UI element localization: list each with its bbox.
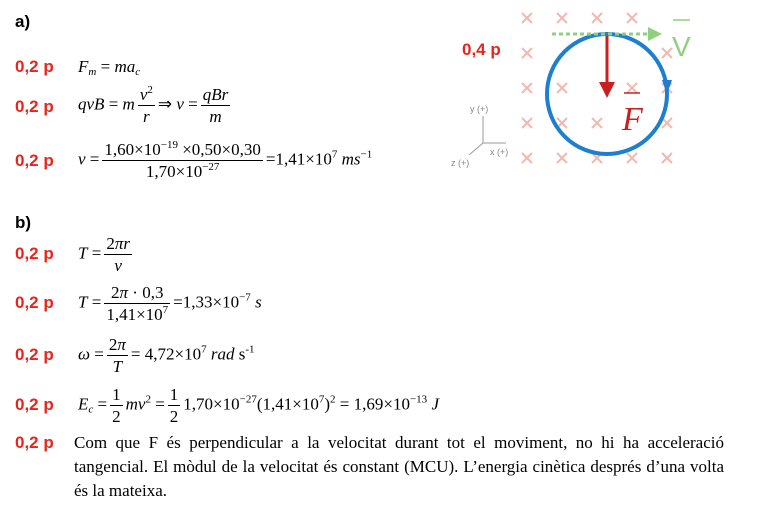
velocity-arrowhead-icon [648,27,662,41]
axis-x-label: x (+) [490,147,509,157]
equation-b1: T = $\frac{2\pi r}{v}$ [78,234,130,275]
axis-y-label: y (+) [470,104,489,114]
points-b5: 0,2 p [15,433,54,452]
conclusion-text: Com que F és perpendicular a la velocitat durant tot el moviment, no hi ha acceleració tangencial. El mòdul de la velocitat és constant (MCU). L’energia cinètica després d’una volta és la mateixa. [74,433,724,500]
equation-b4: $E_c$ = $\frac{1}{2}$ $mv^2$ = $\frac{1}{2}$ $1,70\times 10^{-27}(1,41\times 10^7)^2 = 1,69\times 10^{-13}$ J [78,385,439,426]
force-arrowhead-icon [599,82,615,98]
points-a1: 0,2 p [15,57,54,76]
part-b-label: b) [15,213,32,232]
points-b2: 0,2 p [15,293,54,312]
figure-points: 0,4 p [462,40,501,59]
magnetic-field-figure [440,0,720,205]
points-a3: 0,2 p [15,151,54,170]
points-a2: 0,2 p [15,97,54,116]
axis-z-label: z (+) [451,158,470,168]
force-label: F [622,101,643,138]
equation-b2: T = $\frac{2\pi \cdot 0,3}{1,41\times 10^7}$ $=1,33\times 10^{-7}$ s [78,283,262,324]
part-a-label: a) [15,12,31,31]
equation-a1: $F_m = ma_c$ [78,57,141,78]
points-b1: 0,2 p [15,244,54,263]
equation-a2: qvB = m $\frac{v^2}{r}$ ⇒ v = qBr m [78,84,229,126]
equation-b3: ω = $\frac{2\pi}{T}$ = $4,72\times 10^7$ rad $s^{-1}$ [78,335,255,376]
equation-a3: v = $\frac{1,60\times 10^{-19} \times 0,50\times 0,30}{1,70\times 10^{-27}}$ $=1,41\times 10^7$ $ms^{-1}$ [78,139,373,181]
velocity-label: V [672,31,691,62]
points-b4: 0,2 p [15,395,54,414]
points-b3: 0,2 p [15,345,54,364]
